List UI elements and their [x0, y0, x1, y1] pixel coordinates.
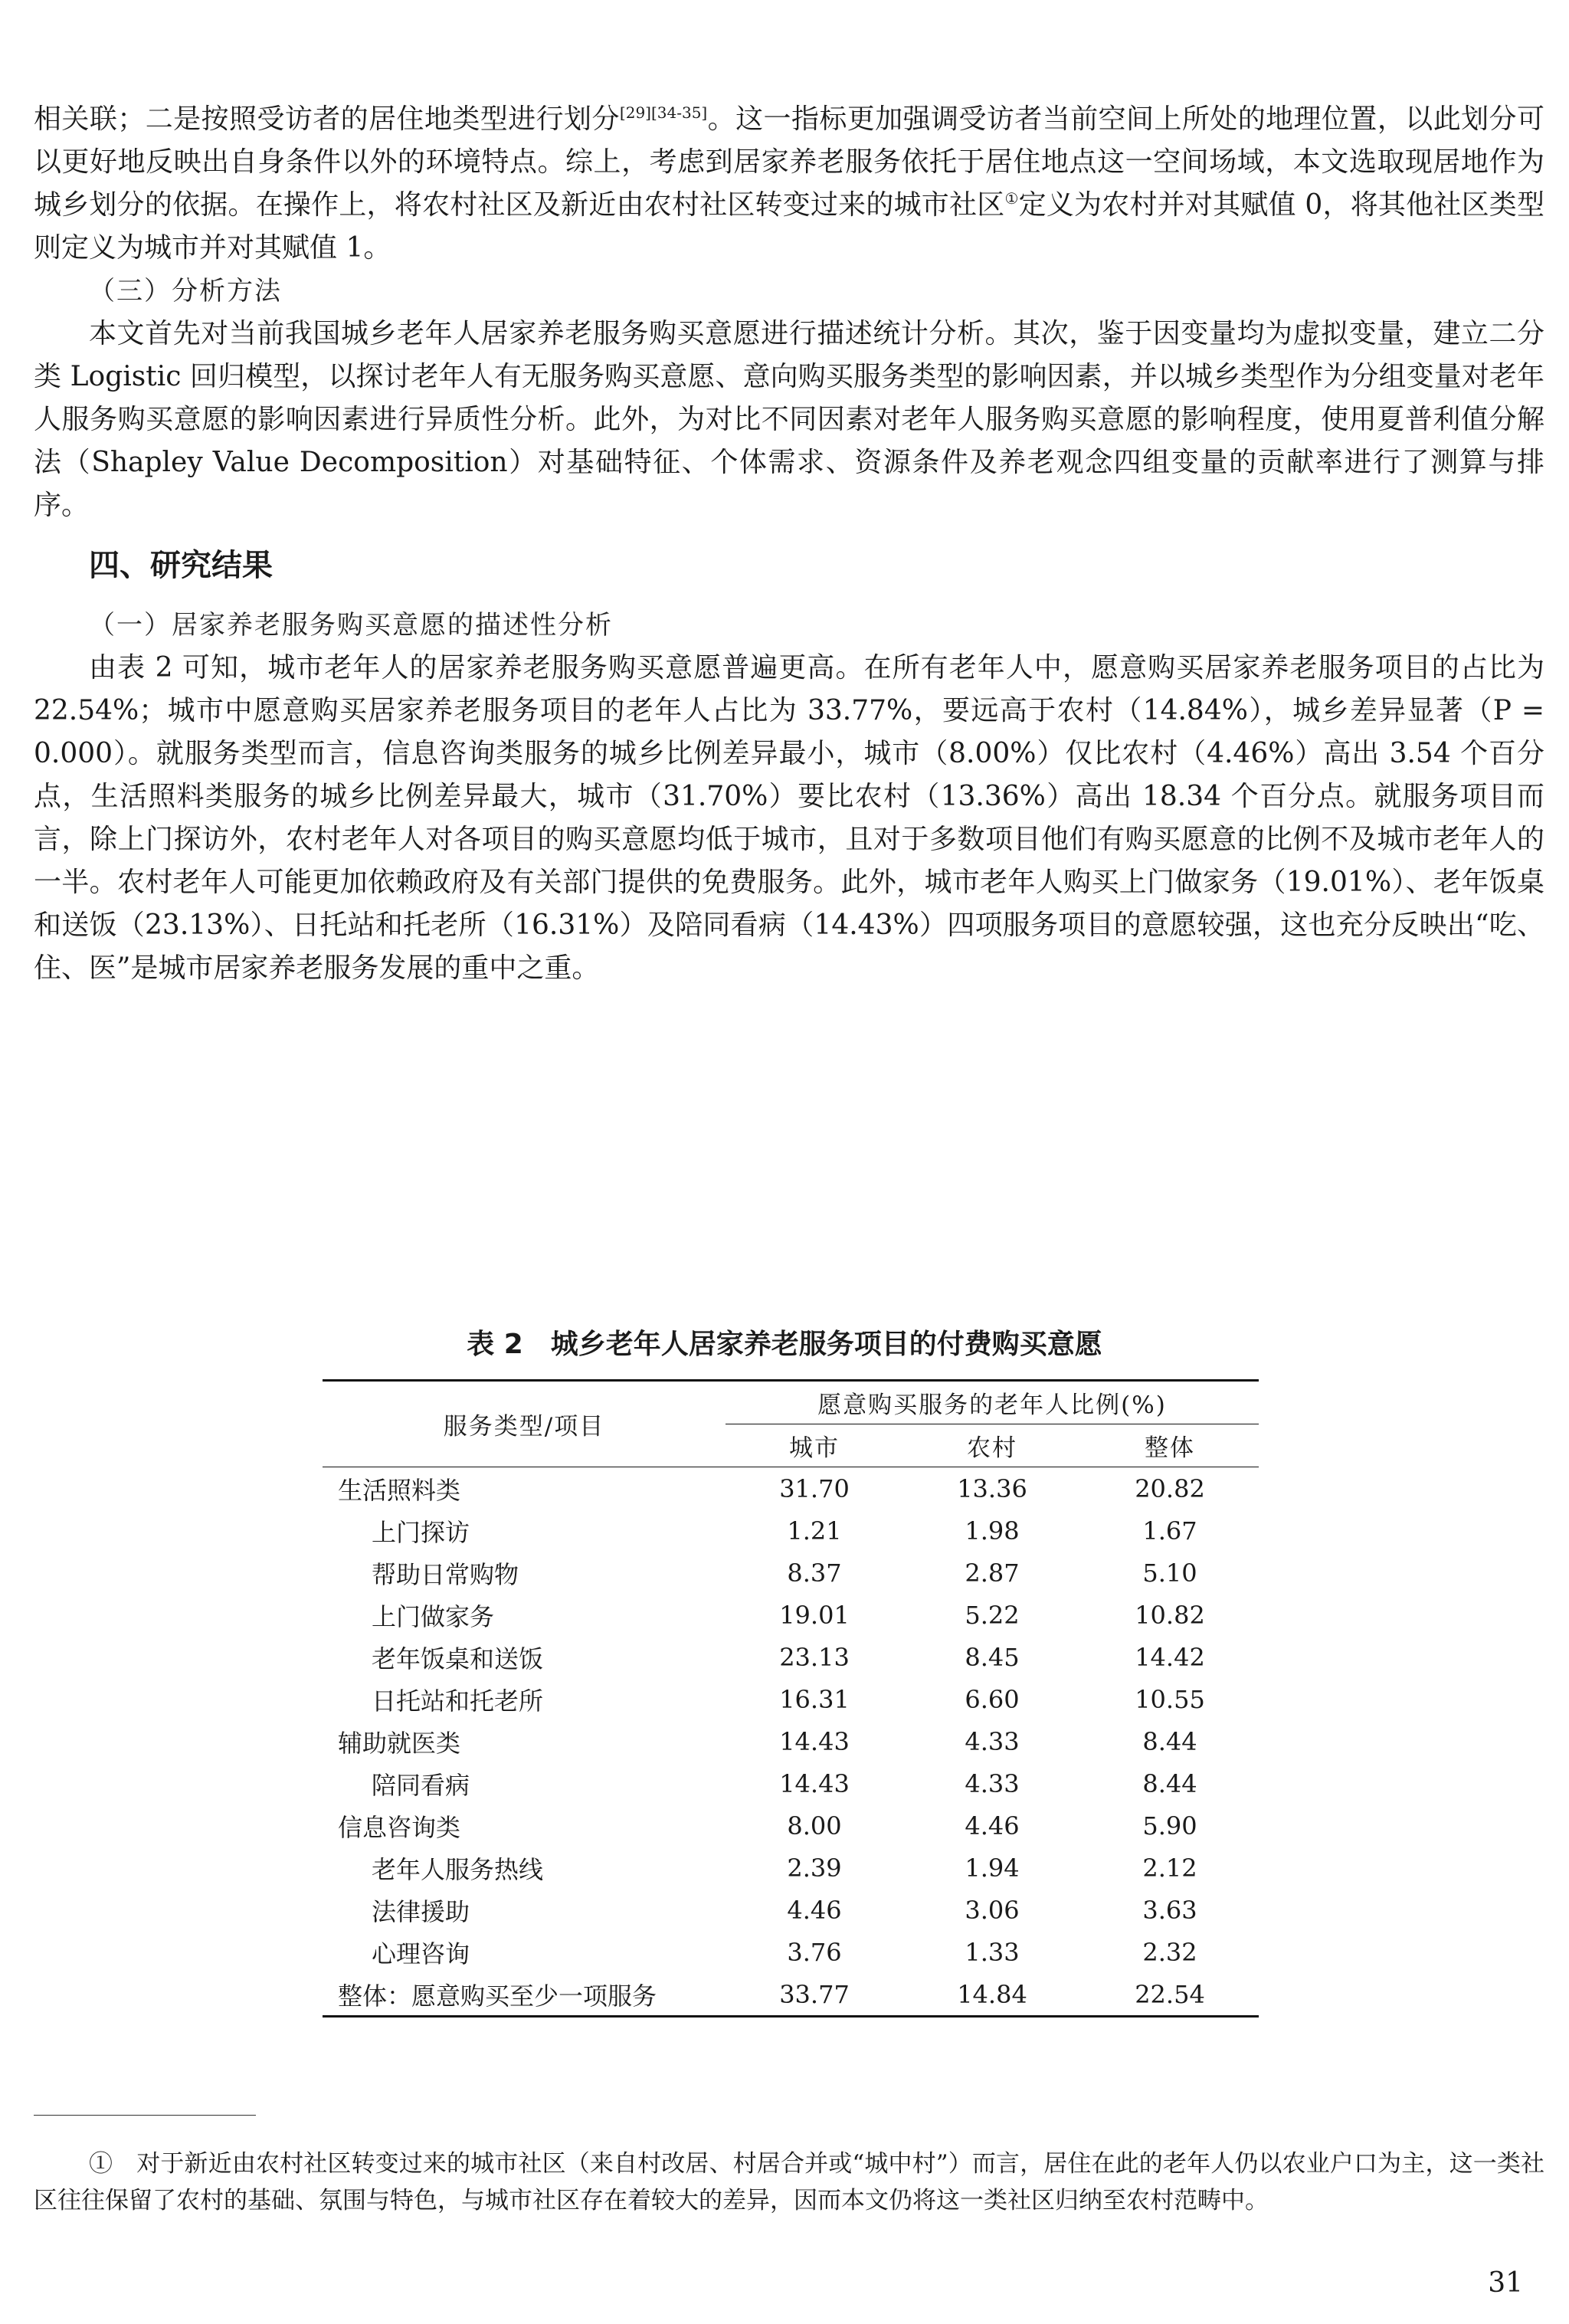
table-row: [323, 1889, 1259, 1931]
cell-urban: 14.43: [779, 1768, 850, 1798]
cell-total: 10.82: [1135, 1600, 1205, 1630]
row-label: 信息咨询类: [338, 1812, 461, 1842]
cell-total: 22.54: [1135, 1979, 1205, 2009]
footnote: ① 对于新近由农村社区转变过来的城市社区（来自村改居、村居合并或“城中村”）而言，居住在此的老年人仍以农业户口为主，这一类社区往往保留了农村的基础、氛围与特色，与城市社区存在着较大的差异，因而本文仍将这一类社区归纳至农村范畴中。: [34, 2150, 1544, 2214]
cell-rural: 1.98: [965, 1516, 1020, 1546]
table-row: [323, 1594, 1259, 1636]
paragraph-1-text: 相关联；二是按照受访者的居住地类型进行划分: [34, 103, 620, 135]
cell-rural: 3.06: [965, 1895, 1020, 1925]
section-heading-results: 四、研究结果: [89, 548, 273, 583]
table-row: [323, 1467, 1259, 1510]
cell-total: 8.44: [1142, 1726, 1197, 1756]
row-label: 生活照料类: [338, 1475, 461, 1505]
table-row: [323, 1804, 1259, 1847]
cell-urban: 4.46: [787, 1895, 842, 1925]
table-header-total: 整体: [1081, 1424, 1259, 1467]
table-row: [323, 1678, 1259, 1720]
cell-urban: 16.31: [779, 1684, 850, 1714]
cell-urban: 23.13: [779, 1642, 850, 1672]
row-label: 帮助日常购物: [372, 1559, 519, 1589]
table-row: [323, 1636, 1259, 1678]
row-label: 老年饭桌和送饭: [372, 1644, 544, 1673]
table-title: 表 2 城乡老年人居家养老服务项目的付费购买意愿: [467, 1329, 1102, 1360]
cell-urban: 3.76: [787, 1937, 842, 1967]
page-number: 31: [1488, 2267, 1523, 2299]
cell-total: 5.90: [1142, 1811, 1197, 1841]
cell-rural: 4.33: [965, 1726, 1020, 1756]
table-header-group: 服务类型/项目: [323, 1381, 726, 1467]
cell-rural: 4.33: [965, 1768, 1020, 1798]
citation-ref: [29][34-35]: [619, 103, 708, 122]
cell-total: 8.44: [1142, 1768, 1197, 1798]
cell-urban: 8.37: [787, 1558, 842, 1588]
paragraph-1: [34, 98, 1544, 270]
cell-urban: 1.21: [787, 1516, 842, 1546]
row-label: 陪同看病: [372, 1770, 470, 1800]
paragraph-1-text-cont: 。这一指标更加强调受访者当前空间上所处的地理位置，以此划分可以更好地反映出自身条件以外的环境特点。综上，考虑到居家养老服务依托于居住地点这一空间场域，本文选取现居地作为城乡划分的依据。在操作上，将农村社区及新近由农村社区转变过来的城市社区: [34, 103, 1544, 221]
cell-rural: 13.36: [957, 1473, 1027, 1503]
cell-total: 10.55: [1135, 1684, 1205, 1714]
data-table: [323, 1379, 1259, 2018]
cell-urban: 31.70: [779, 1473, 850, 1503]
row-label: 心理咨询: [372, 1939, 470, 1968]
paragraph-1-text-end: 定义为农村并对其赋值 0，将其他社区类型则定义为城市并对其赋值 1。: [34, 189, 1544, 264]
cell-rural: 4.46: [965, 1811, 1020, 1841]
table-row: [323, 1552, 1259, 1594]
table-header-urban: 城市: [726, 1424, 903, 1467]
cell-total: 3.63: [1142, 1895, 1197, 1925]
cell-urban: 33.77: [779, 1979, 850, 2009]
row-label: 老年人服务热线: [372, 1854, 544, 1884]
cell-urban: 14.43: [779, 1726, 850, 1756]
table-row: [323, 1847, 1259, 1889]
paragraph-3: 由表 2 可知，城市老年人的居家养老服务购买意愿普遍更高。在所有老年人中，愿意购买居家养老服务项目的占比为 22.54%；城市中愿意购买居家养老服务项目的老年人占比为 33.77%，要远高于农村（14.84%），城乡差异显著（P = 0.000）。就服务类型而言，信息咨询类服务的城乡比例差异最小，城市（8.00%）仅比农村（4.46%）高出 3.54 个百分点，生活照料类服务的城乡比例差异最大，城市（31.70%）要比农村（13.36%）高出 18.34 个百分点。就服务项目而言，除上门探访外，农村老年人对各项目的购买意愿均低于城市，且对于多数项目他们有购买愿意的比例不及城市老年人的一半。农村老年人可能更加依赖政府及有关部门提供的免费服务。此外，城市老年人购买上门做家务（19.01%）、老年饭桌和送饭（23.13%）、日托站和托老所（16.31%）及陪同看病（14.43%）四项服务项目的意愿较强，这也充分反映出“吃、住、医”是城市居家养老服务发展的重中之重。: [34, 652, 1544, 984]
table-header-rural: 农村: [903, 1424, 1081, 1467]
cell-rural: 8.45: [965, 1642, 1020, 1672]
subsection-heading-methods: （三）分析方法: [89, 276, 282, 306]
row-label: 整体：愿意购买至少一项服务: [338, 1981, 657, 2011]
cell-rural: 14.84: [957, 1979, 1027, 2009]
cell-rural: 1.94: [965, 1853, 1020, 1883]
cell-total: 20.82: [1135, 1473, 1205, 1503]
body-text: [34, 98, 1544, 990]
paragraph-2: 本文首先对当前我国城乡老年人居家养老服务购买意愿进行描述统计分析。其次，鉴于因变量均为虚拟变量，建立二分类 Logistic 回归模型，以探讨老年人有无服务购买意愿、意向购买服务类型的影响因素，并以城乡类型作为分组变量对老年人服务购买意愿的影响因素进行异质性分析。此外，为对比不同因素对老年人服务购买意愿的影响程度，使用夏普利值分解法（Shapley Value Decomposition）对基础特征、个体需求、资源条件及养老观念四组变量的贡献率进行了测算与排序。: [34, 318, 1544, 521]
cell-rural: 2.87: [965, 1558, 1020, 1588]
table-row: [323, 1720, 1259, 1762]
row-label: 日托站和托老所: [372, 1686, 544, 1716]
footnote-divider: [34, 2115, 256, 2116]
table-header-ratio: 愿意购买服务的老年人比例(%): [726, 1381, 1259, 1424]
row-label: 上门探访: [372, 1517, 470, 1547]
table-row: [323, 1973, 1259, 2017]
row-label: 上门做家务: [372, 1601, 495, 1631]
cell-urban: 2.39: [787, 1853, 842, 1883]
row-label: 辅助就医类: [338, 1728, 461, 1758]
table-row: [323, 1931, 1259, 1973]
cell-total: 2.32: [1142, 1937, 1197, 1967]
row-label: 法律援助: [372, 1896, 470, 1926]
cell-total: 5.10: [1142, 1558, 1197, 1588]
cell-rural: 5.22: [965, 1600, 1020, 1630]
table-row: [323, 1509, 1259, 1552]
cell-urban: 19.01: [779, 1600, 850, 1630]
subsection-heading-descriptive: （一）居家养老服务购买意愿的描述性分析: [89, 610, 613, 641]
cell-rural: 1.33: [965, 1937, 1020, 1967]
cell-urban: 8.00: [787, 1811, 842, 1841]
cell-rural: 6.60: [965, 1684, 1020, 1714]
cell-total: 2.12: [1142, 1853, 1197, 1883]
table-row: [323, 1762, 1259, 1804]
cell-total: 14.42: [1135, 1642, 1205, 1672]
cell-total: 1.67: [1142, 1516, 1197, 1546]
footnote-ref: ①: [1004, 189, 1019, 208]
